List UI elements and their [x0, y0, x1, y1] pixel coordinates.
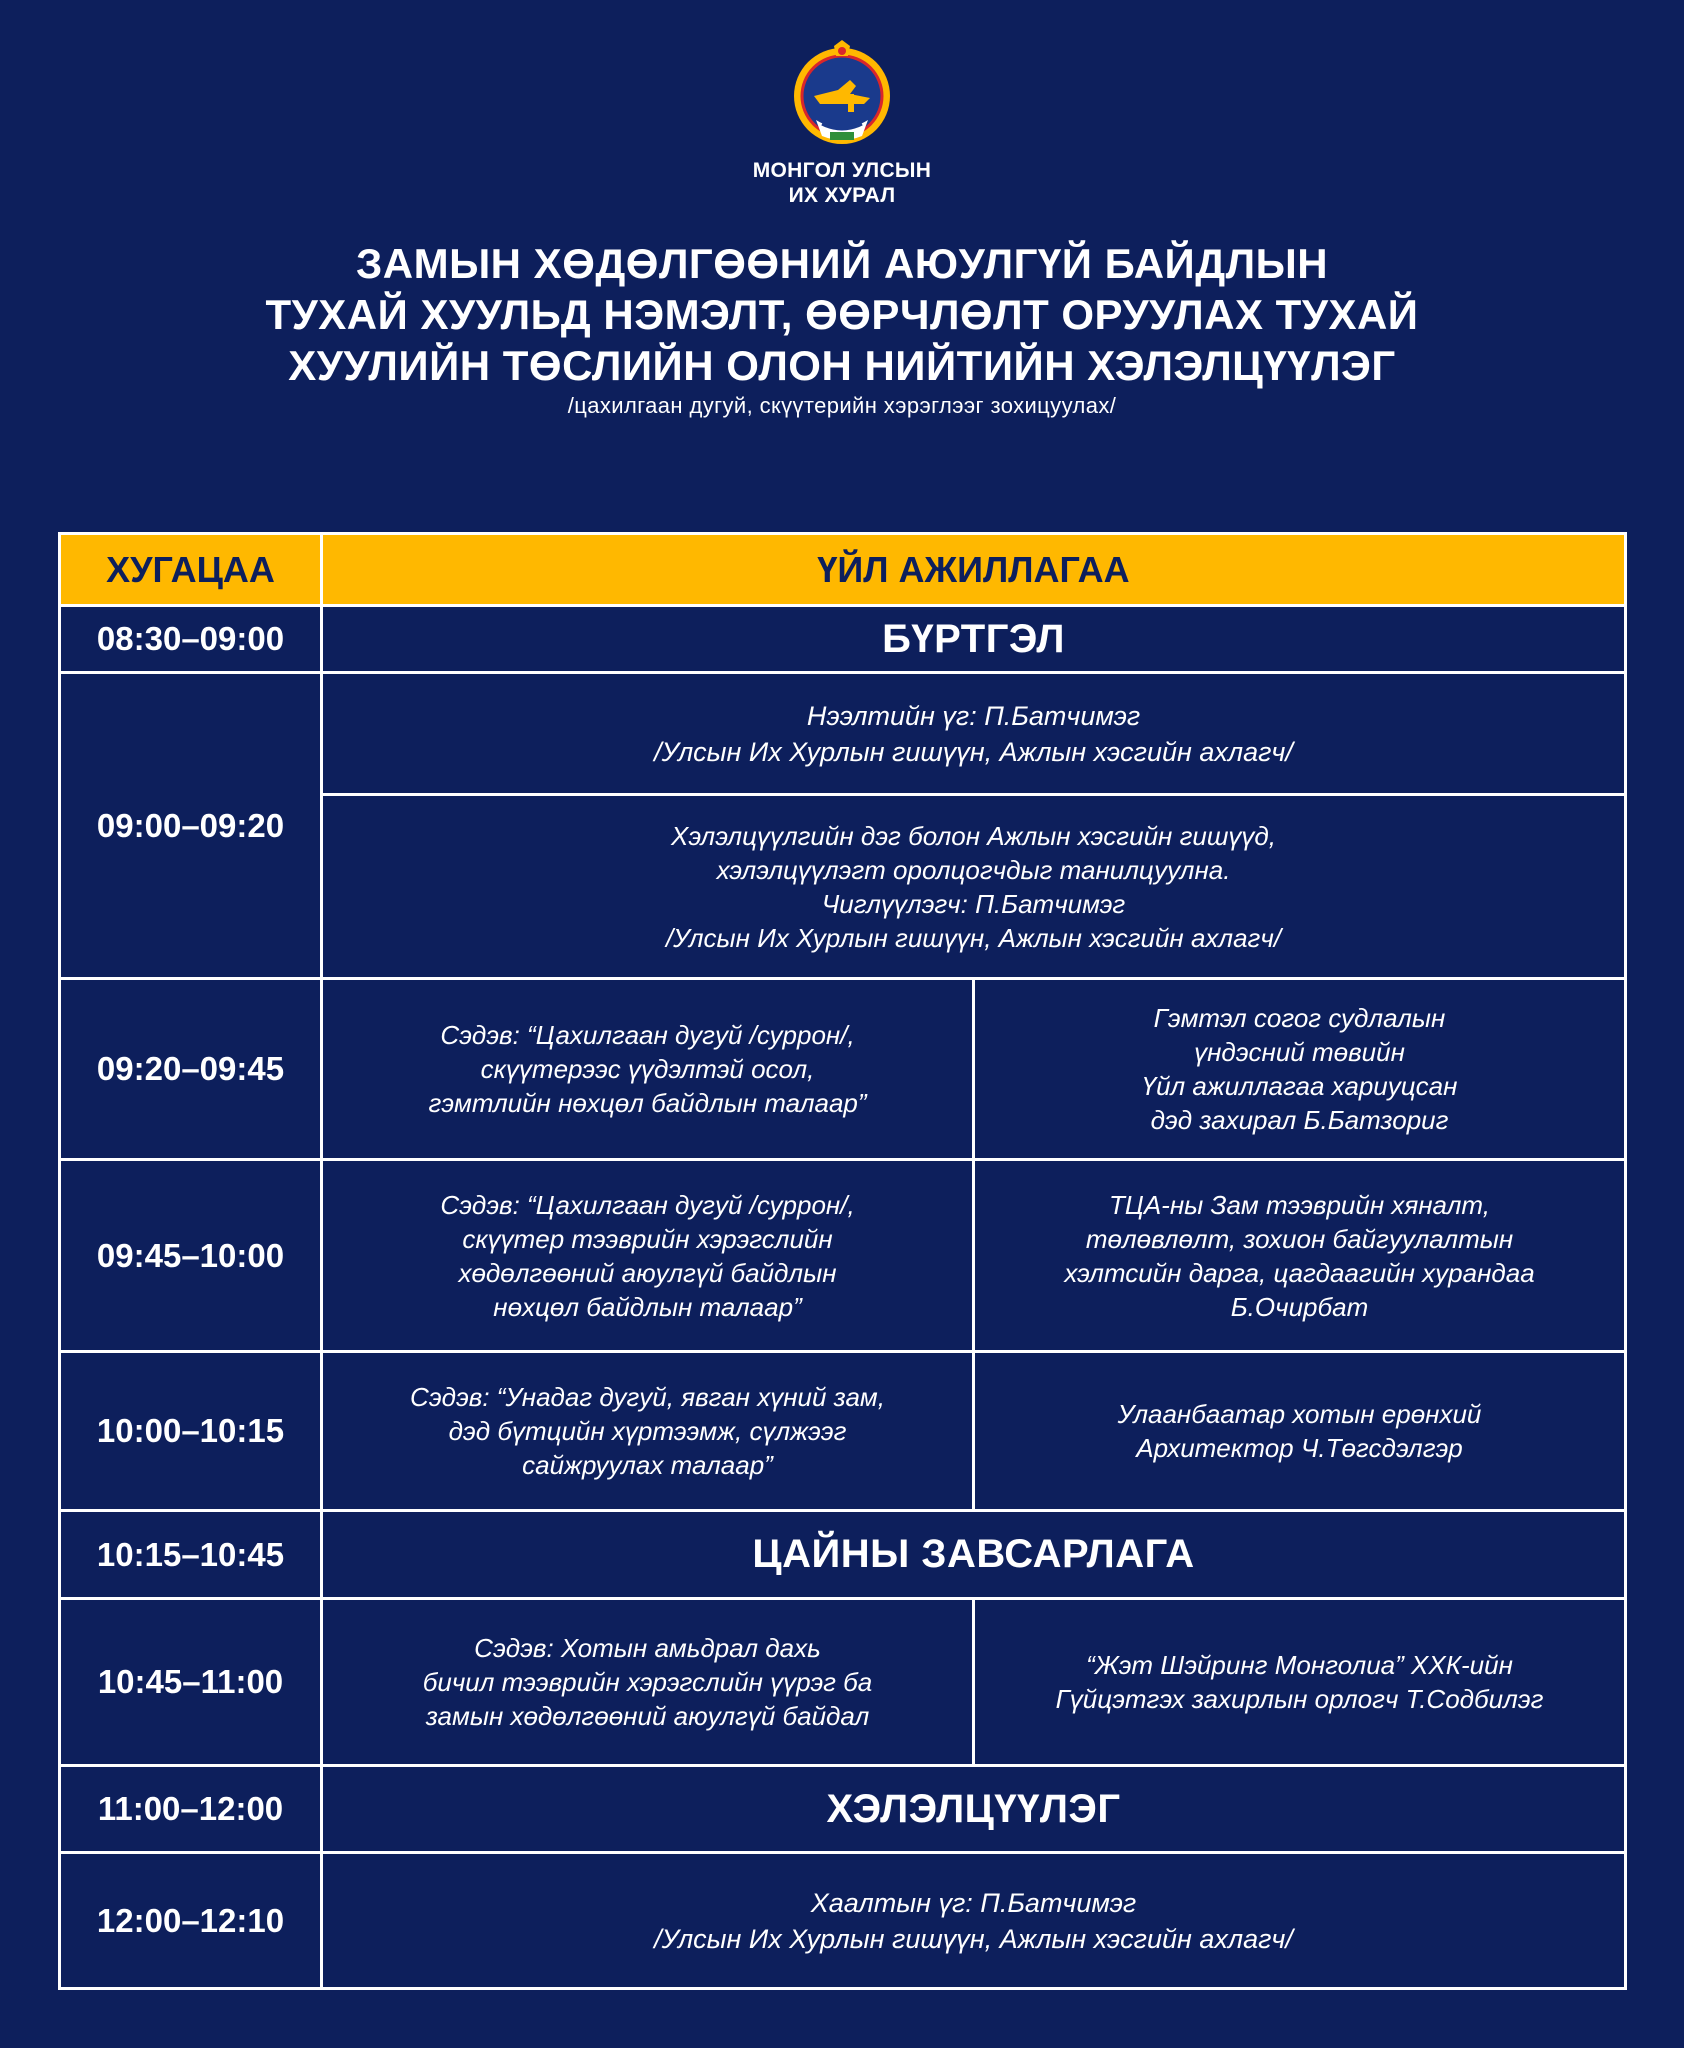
- table-row: [60, 1352, 1626, 1511]
- table-row: [60, 1160, 1626, 1352]
- activity-cell: БҮРТГЭЛ: [322, 606, 1626, 673]
- title-line-2: ТУХАЙ ХУУЛЬД НЭМЭЛТ, ӨӨРЧЛӨЛТ ОРУУЛАХ ТУХАЙ: [265, 291, 1419, 338]
- topic-line: Сэдэв: “Цахилгаан дугуй /суррон/,: [440, 1189, 855, 1220]
- speaker-line: ТЦА-ны Зам тээврийн хяналт,: [1109, 1189, 1490, 1220]
- time-cell: 12:00–12:10: [60, 1853, 322, 1989]
- topic-line: дэд бүтцийн хүртээмж, сүлжээг: [448, 1416, 847, 1446]
- table-row: [60, 606, 1626, 673]
- time-cell: 08:30–09:00: [60, 606, 322, 673]
- page-subtitle: /цахилгаан дугуй, скүүтерийн хэрэглээг зохицуулах/: [567, 393, 1117, 418]
- speaker-line: Гүйцэтгэх захирлын орлогч Т.Содбилэг: [1055, 1684, 1544, 1714]
- speaker-line: дэд захирал Б.Батзориг: [1150, 1105, 1449, 1135]
- activity-line: хэлэлцүүлэгт оролцогчдыг танилцуулна.: [716, 854, 1231, 885]
- table-row: [60, 673, 1626, 795]
- table-row: [60, 1853, 1626, 1989]
- activity-cell: ЦАЙНЫ ЗАВСАРЛАГА: [322, 1511, 1626, 1599]
- speaker-cell: [974, 1160, 1626, 1352]
- time-cell: 11:00–12:00: [60, 1766, 322, 1853]
- topic-line: замын хөдөлгөөний аюулгүй байдал: [425, 1701, 870, 1731]
- topic-line: бичил тээврийн хэрэгслийн үүрэг ба: [422, 1667, 873, 1697]
- page-title: [0, 238, 1684, 391]
- topic-line: гэмтлийн нөхцөл байдлын талаар”: [428, 1088, 867, 1118]
- speaker-line: Үйл ажиллагаа хариуцсан: [1141, 1071, 1458, 1101]
- table-row: [60, 979, 1626, 1160]
- speaker-line: үндэсний төвийн: [1194, 1037, 1405, 1067]
- speaker-line: Гэмтэл согог судлалын: [1153, 1003, 1446, 1033]
- time-cell: 09:45–10:00: [60, 1160, 322, 1352]
- activity-line: /Улсын Их Хурлын гишүүн, Ажлын хэсгийн ахлагч/: [665, 922, 1282, 953]
- table-row: [60, 1511, 1626, 1599]
- speaker-cell: [974, 979, 1626, 1160]
- topic-line: Сэдэв: “Цахилгаан дугуй /суррон/,: [440, 1020, 855, 1050]
- column-header-time: ХУГАЦАА: [60, 534, 322, 606]
- time-cell: 10:45–11:00: [60, 1599, 322, 1766]
- activity-line: Чиглүүлэгч: П.Батчимэг: [821, 888, 1126, 919]
- topic-cell: [322, 1352, 974, 1511]
- table-row: [60, 1766, 1626, 1853]
- topic-line: Сэдэв: “Унадаг дугуй, явган хүний зам,: [410, 1382, 885, 1412]
- speaker-line: Б.Очирбат: [1230, 1291, 1369, 1322]
- topic-cell: [322, 1599, 974, 1766]
- topic-cell: [322, 1160, 974, 1352]
- activity-cell: ХЭЛЭЛЦҮҮЛЭГ: [322, 1766, 1626, 1853]
- title-line-3: ХУУЛИЙН ТӨСЛИЙН ОЛОН НИЙТИЙН ХЭЛЭЛЦҮҮЛЭГ: [288, 342, 1396, 389]
- time-cell: 09:20–09:45: [60, 979, 322, 1160]
- topic-cell: [322, 979, 974, 1160]
- org-name-line-2: ИХ ХУРАЛ: [788, 184, 896, 207]
- speaker-line: Архитектор Ч.Төгсдэлгэр: [1136, 1433, 1463, 1463]
- speaker-line: “Жэт Шэйринг Монголиа” ХХК-ийн: [1086, 1650, 1513, 1680]
- topic-line: сайжруулах талаар”: [522, 1450, 773, 1480]
- speaker-line: төлөвлөлт, зохион байгуулалтын: [1085, 1223, 1514, 1254]
- activity-line: Хаалтын үг: П.Батчимэг: [810, 1887, 1137, 1918]
- time-cell: 09:00–09:20: [60, 673, 322, 979]
- column-header-activity: ҮЙЛ АЖИЛЛАГАА: [322, 534, 1626, 606]
- topic-line: Сэдэв: Хотын амьдрал дахь: [474, 1633, 821, 1663]
- speaker-line: Улаанбаатар хотын ерөнхий: [1117, 1399, 1482, 1429]
- schedule-table: [58, 532, 1627, 1990]
- topic-line: хөдөлгөөний аюулгүй байдлын: [458, 1257, 837, 1288]
- activity-cell: [322, 795, 1626, 979]
- topic-line: скүүтерээс үүдэлтэй осол,: [480, 1054, 815, 1084]
- activity-cell: [322, 1853, 1626, 1989]
- speaker-line: хэлтсийн дарга, цагдаагийн хурандаа: [1064, 1257, 1535, 1288]
- activity-line: Нээлтийн үг: П.Батчимэг: [806, 700, 1141, 731]
- time-cell: 10:00–10:15: [60, 1352, 322, 1511]
- speaker-cell: [974, 1352, 1626, 1511]
- activity-line: /Улсын Их Хурлын гишүүн, Ажлын хэсгийн ахлагч/: [654, 736, 1293, 767]
- state-emblem-icon: [790, 40, 894, 148]
- table-row: [60, 1599, 1626, 1766]
- activity-line: /Улсын Их Хурлын гишүүн, Ажлын хэсгийн ахлагч/: [654, 1923, 1293, 1954]
- title-line-1: ЗАМЫН ХӨДӨЛГӨӨНИЙ АЮУЛГҮЙ БАЙДЛЫН: [355, 240, 1329, 287]
- speaker-cell: [974, 1599, 1626, 1766]
- time-cell: 10:15–10:45: [60, 1511, 322, 1599]
- topic-line: нөхцөл байдлын талаар”: [493, 1291, 802, 1322]
- org-name-line-1: МОНГОЛ УЛСЫН: [752, 159, 932, 182]
- table-header-row: [60, 534, 1626, 606]
- activity-cell: [322, 673, 1626, 795]
- topic-line: скүүтер тээврийн хэрэгслийн: [462, 1223, 833, 1254]
- activity-line: Хэлэлцүүлгийн дэг болон Ажлын хэсгийн гишүүд,: [670, 820, 1277, 851]
